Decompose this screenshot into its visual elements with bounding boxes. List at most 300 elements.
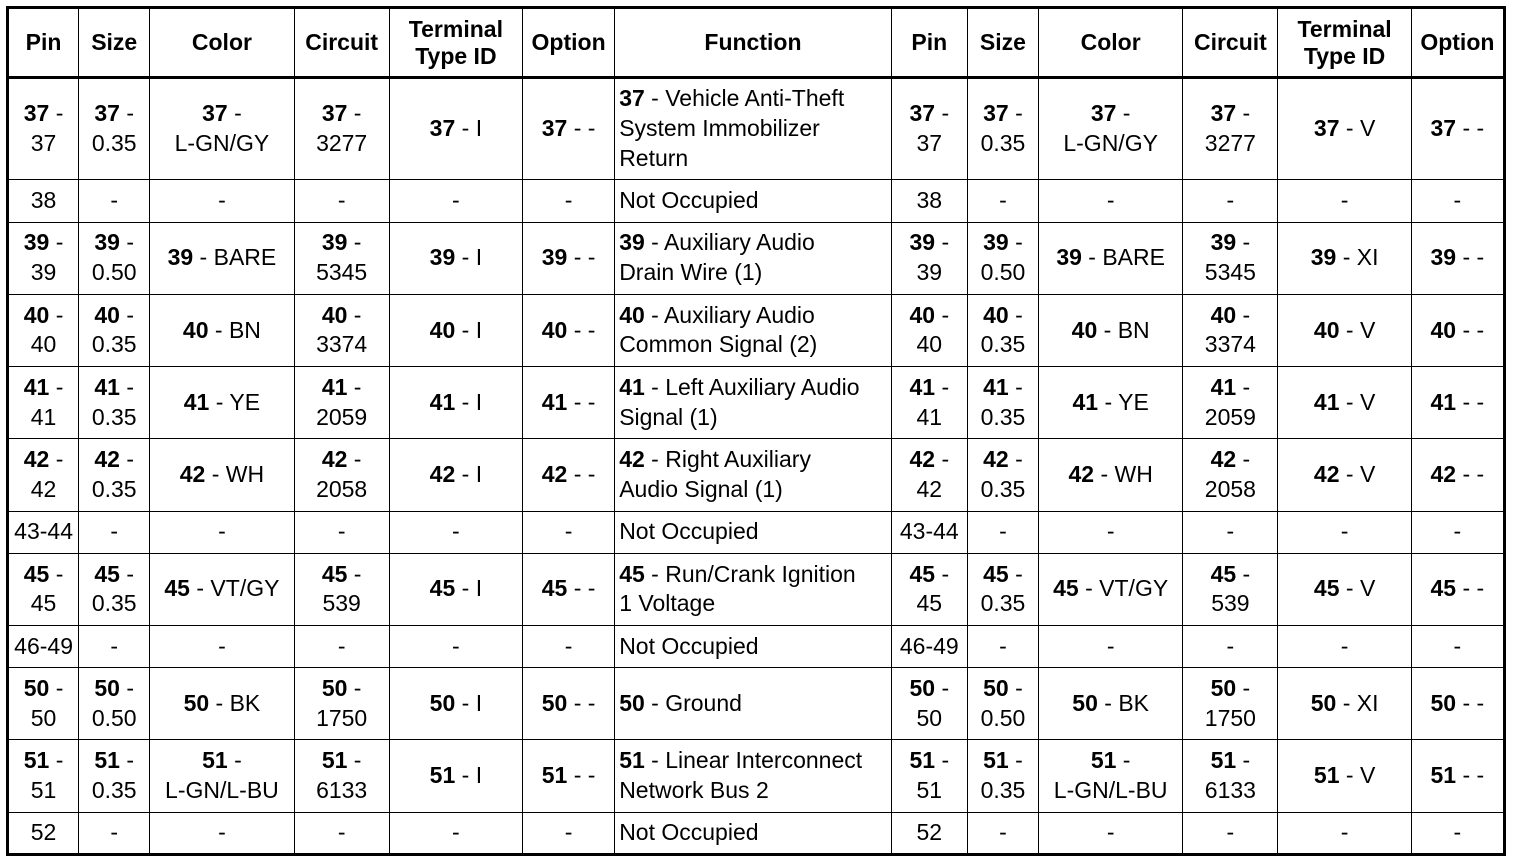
pin-number-prefix: 40 [182, 316, 209, 343]
cell-text: - I [455, 575, 483, 602]
cell-text: - Left Auxiliary Audio Signal (1) [619, 373, 860, 430]
table-header [8, 8, 1505, 78]
cell-text: - 0.35 [91, 446, 137, 502]
cell-text: Not Occupied [619, 518, 759, 545]
cell-text: - 37 [916, 100, 950, 157]
cell-text: - [1453, 632, 1462, 659]
cell-text: - 0.35 [91, 747, 137, 804]
pin-number-prefix: 45 [94, 560, 120, 587]
cell-text: - 2058 [316, 446, 368, 502]
cell-text: - V [1339, 461, 1376, 488]
pin-number-prefix: 40 [1430, 316, 1457, 343]
cell-size [79, 668, 150, 740]
cell-size-2 [967, 812, 1038, 854]
cell-pin [8, 439, 79, 511]
cell-text: - I [455, 762, 483, 789]
pin-number-prefix: 40 [23, 301, 50, 328]
cell-text: - [218, 187, 226, 214]
cell-text: - 0.50 [980, 674, 1026, 731]
pin-number-prefix: 39 [1310, 244, 1337, 271]
cell-size [79, 294, 150, 366]
cell-circuit [294, 78, 389, 180]
cell-option [523, 78, 615, 180]
pin-number-prefix: 50 [1430, 689, 1457, 716]
cell-text: - BARE [193, 244, 277, 271]
cell-option [523, 511, 615, 553]
cell-text: - Vehicle Anti-Theft System Immobilizer Return [619, 85, 845, 172]
cell-text: - 40 [916, 301, 950, 358]
cell-circuit-2 [1183, 511, 1278, 553]
cell-function [615, 367, 892, 439]
cell-text: - [452, 518, 460, 545]
pin-number-prefix: 40 [94, 301, 120, 328]
cell-text: - 37 [30, 100, 64, 157]
cell-text: - BN [1097, 316, 1150, 343]
table-body [8, 78, 1505, 855]
cell-text: 52 [916, 818, 943, 845]
cell-text: 52 [30, 818, 57, 845]
header-row [8, 8, 1505, 78]
cell-text: Not Occupied [619, 818, 759, 845]
cell-circuit [294, 668, 389, 740]
pin-number-prefix: 37 [983, 100, 1009, 127]
pin-number-prefix: 37 [202, 100, 228, 127]
cell-text: - [564, 632, 573, 659]
pin-number-prefix: 40 [983, 301, 1009, 328]
pin-number-prefix: 41 [1072, 388, 1099, 415]
cell-text: - YE [209, 388, 261, 415]
pin-number-prefix: 45 [164, 575, 190, 602]
cell-text: - [1226, 632, 1235, 659]
cell-text: - 42 [916, 446, 950, 502]
cell-circuit-2 [1183, 668, 1278, 740]
cell-size [79, 511, 150, 553]
cell-circuit [294, 294, 389, 366]
cell-text: - - [1456, 115, 1485, 142]
cell-text: - L-GN/L-BU [165, 747, 279, 804]
pin-number-prefix: 50 [1072, 689, 1098, 716]
cell-terminal-type-id [389, 78, 522, 180]
cell-text: - I [455, 244, 483, 271]
pin-number-prefix: 42 [1430, 461, 1457, 488]
cell-pin [8, 367, 79, 439]
table-row [8, 439, 1505, 511]
cell-pin [8, 626, 79, 668]
cell-color-2 [1039, 294, 1183, 366]
cell-pin-2 [891, 367, 967, 439]
cell-text: - [218, 632, 226, 659]
cell-text: - VT/GY [189, 575, 280, 602]
pin-number-prefix: 51 [983, 747, 1009, 774]
cell-text: - - [567, 244, 596, 271]
pin-number-prefix: 50 [909, 674, 936, 701]
cell-size-2 [967, 511, 1038, 553]
cell-terminal-type-id [389, 180, 522, 222]
cell-text: - [110, 632, 119, 659]
cell-text: - BK [209, 689, 261, 716]
cell-text: - [999, 518, 1007, 545]
cell-circuit-2 [1183, 812, 1278, 854]
cell-text: - 51 [916, 747, 950, 804]
pin-number-prefix: 39 [619, 229, 645, 256]
cell-text: - 3374 [1204, 301, 1256, 358]
cell-text: - Linear Interconnect Network Bus 2 [619, 747, 863, 804]
cell-text: - 41 [30, 373, 64, 430]
cell-function [615, 222, 892, 294]
header-color: Color [150, 8, 294, 78]
pin-number-prefix: 50 [619, 689, 645, 716]
header-terminal-type-id-2: Terminal Type ID [1278, 8, 1411, 78]
cell-text: - 6133 [316, 747, 368, 804]
cell-text: - 45 [916, 560, 950, 617]
cell-terminal-type-id-2 [1278, 367, 1411, 439]
cell-function [615, 668, 892, 740]
cell-text: - 0.35 [91, 373, 137, 430]
cell-text: - V [1339, 115, 1376, 142]
cell-text: - I [455, 316, 483, 343]
pin-number-prefix: 42 [23, 446, 50, 473]
pin-number-prefix: 40 [619, 301, 645, 328]
cell-color [150, 626, 294, 668]
cell-color [150, 812, 294, 854]
cell-function [615, 511, 892, 553]
cell-text: - Auxiliary Audio Common Signal (2) [619, 301, 818, 358]
cell-text: - BN [208, 316, 261, 343]
cell-text: - 51 [30, 747, 64, 804]
cell-option-2 [1411, 367, 1504, 439]
cell-text: 43-44 [14, 518, 73, 545]
cell-color-2 [1039, 626, 1183, 668]
pin-number-prefix: 37 [541, 115, 568, 142]
cell-text: - - [1456, 689, 1485, 716]
cell-text: - [452, 818, 460, 845]
header-size: Size [79, 8, 150, 78]
pin-number-prefix: 50 [1310, 689, 1337, 716]
cell-color-2 [1039, 367, 1183, 439]
table-row [8, 553, 1505, 625]
cell-function [615, 740, 892, 812]
cell-text: - 0.50 [980, 229, 1026, 286]
cell-text: - L-GN/GY [1063, 100, 1158, 157]
cell-terminal-type-id-2 [1278, 812, 1411, 854]
cell-option-2 [1411, 668, 1504, 740]
pin-number-prefix: 45 [983, 560, 1009, 587]
cell-pin [8, 222, 79, 294]
cell-text: - - [1456, 244, 1485, 271]
cell-terminal-type-id-2 [1278, 439, 1411, 511]
cell-circuit-2 [1183, 294, 1278, 366]
cell-text: 38 [30, 187, 57, 214]
cell-text: - [337, 187, 346, 214]
cell-text: - - [567, 575, 596, 602]
connector-pinout-table [6, 6, 1506, 856]
cell-text: - 0.35 [980, 747, 1026, 804]
cell-text: - V [1339, 762, 1376, 789]
pin-number-prefix: 41 [94, 373, 120, 400]
pin-number-prefix: 51 [1430, 762, 1457, 789]
cell-color [150, 740, 294, 812]
cell-color [150, 294, 294, 366]
pin-number-prefix: 45 [1430, 575, 1457, 602]
cell-color-2 [1039, 222, 1183, 294]
cell-pin-2 [891, 222, 967, 294]
pin-number-prefix: 45 [541, 575, 568, 602]
cell-text: - V [1339, 316, 1376, 343]
cell-terminal-type-id-2 [1278, 668, 1411, 740]
cell-text: - 0.50 [91, 229, 137, 286]
cell-text: - - [567, 115, 596, 142]
cell-text: - I [455, 115, 483, 142]
cell-text: - [1226, 818, 1235, 845]
pin-number-prefix: 41 [183, 388, 210, 415]
cell-text: - 0.35 [91, 100, 137, 157]
cell-option [523, 439, 615, 511]
cell-text: - 42 [30, 446, 64, 502]
pin-number-prefix: 40 [321, 301, 348, 328]
cell-text: - [1226, 187, 1235, 214]
cell-color-2 [1039, 668, 1183, 740]
cell-text: - 1750 [316, 674, 368, 731]
pin-number-prefix: 51 [909, 747, 936, 774]
table-row [8, 511, 1505, 553]
cell-pin [8, 553, 79, 625]
cell-function [615, 78, 892, 180]
cell-pin-2 [891, 668, 967, 740]
cell-size [79, 553, 150, 625]
pin-number-prefix: 42 [94, 446, 120, 473]
cell-color-2 [1039, 511, 1183, 553]
cell-text: - [337, 632, 346, 659]
cell-text: - WH [1094, 461, 1153, 488]
cell-terminal-type-id [389, 439, 522, 511]
table-row [8, 180, 1505, 222]
pin-number-prefix: 40 [1210, 301, 1237, 328]
header-color-2: Color [1039, 8, 1183, 78]
pin-number-prefix: 45 [619, 560, 645, 587]
pin-number-prefix: 40 [1313, 316, 1340, 343]
pin-number-prefix: 42 [429, 461, 456, 488]
pin-number-prefix: 50 [94, 674, 120, 701]
cell-terminal-type-id-2 [1278, 626, 1411, 668]
cell-text: - 0.35 [91, 560, 137, 617]
cell-size [79, 180, 150, 222]
cell-text: - - [567, 316, 596, 343]
cell-pin-2 [891, 812, 967, 854]
cell-text: - 40 [30, 301, 64, 358]
cell-circuit [294, 511, 389, 553]
cell-text: - 0.35 [980, 446, 1026, 502]
cell-text: - Right Auxiliary Audio Signal (1) [619, 446, 811, 502]
pin-number-prefix: 41 [909, 373, 936, 400]
pin-number-prefix: 37 [429, 115, 456, 142]
cell-text: - 3277 [316, 100, 368, 157]
cell-option [523, 812, 615, 854]
cell-text: 46-49 [14, 632, 73, 659]
cell-text: - 3374 [316, 301, 368, 358]
cell-circuit [294, 180, 389, 222]
pin-number-prefix: 50 [321, 674, 348, 701]
cell-option-2 [1411, 78, 1504, 180]
pin-number-prefix: 39 [1056, 244, 1082, 271]
cell-text: - [1106, 632, 1115, 659]
cell-text: - Auxiliary Audio Drain Wire (1) [619, 229, 815, 286]
header-pin: Pin [8, 8, 79, 78]
cell-text: - [999, 632, 1007, 659]
pin-number-prefix: 42 [909, 446, 936, 473]
table-row [8, 812, 1505, 854]
cell-option [523, 553, 615, 625]
pin-number-prefix: 40 [1071, 316, 1098, 343]
cell-pin-2 [891, 626, 967, 668]
cell-text: - [564, 518, 573, 545]
cell-text: - [564, 818, 573, 845]
cell-function [615, 553, 892, 625]
cell-circuit-2 [1183, 740, 1278, 812]
cell-text: - [1106, 518, 1115, 545]
pin-number-prefix: 50 [23, 674, 50, 701]
cell-circuit [294, 812, 389, 854]
cell-pin [8, 740, 79, 812]
cell-circuit [294, 626, 389, 668]
cell-circuit-2 [1183, 367, 1278, 439]
cell-text: - [564, 187, 573, 214]
cell-text: - V [1339, 388, 1376, 415]
table-row [8, 367, 1505, 439]
pin-number-prefix: 37 [1313, 115, 1340, 142]
cell-option [523, 626, 615, 668]
cell-text: - V [1339, 575, 1376, 602]
pin-number-prefix: 45 [429, 575, 456, 602]
cell-text: - 50 [916, 674, 950, 731]
pin-number-prefix: 41 [23, 373, 50, 400]
pin-number-prefix: 42 [179, 461, 206, 488]
cell-option [523, 294, 615, 366]
pin-number-prefix: 39 [94, 229, 120, 256]
pin-number-prefix: 40 [429, 316, 456, 343]
cell-text: - 0.35 [980, 100, 1026, 157]
cell-text: - [110, 818, 119, 845]
cell-text: - [452, 187, 460, 214]
cell-text: 43-44 [899, 518, 959, 545]
cell-text: - 539 [1211, 560, 1251, 617]
cell-terminal-type-id [389, 812, 522, 854]
cell-text: - [1453, 187, 1462, 214]
pin-number-prefix: 42 [983, 446, 1009, 473]
cell-terminal-type-id [389, 367, 522, 439]
cell-size-2 [967, 553, 1038, 625]
header-function: Function [615, 8, 892, 78]
pin-number-prefix: 41 [321, 373, 348, 400]
cell-color [150, 367, 294, 439]
cell-text: - 45 [30, 560, 64, 617]
cell-text: - [1453, 518, 1462, 545]
cell-circuit-2 [1183, 180, 1278, 222]
cell-size [79, 626, 150, 668]
cell-text: - - [1456, 388, 1485, 415]
cell-text: - 1750 [1204, 674, 1256, 731]
pin-number-prefix: 39 [1210, 229, 1237, 256]
cell-option-2 [1411, 294, 1504, 366]
cell-text: - 0.50 [91, 674, 137, 731]
cell-size-2 [967, 294, 1038, 366]
cell-circuit-2 [1183, 553, 1278, 625]
cell-terminal-type-id [389, 222, 522, 294]
cell-color [150, 222, 294, 294]
cell-size-2 [967, 367, 1038, 439]
pin-number-prefix: 39 [429, 244, 456, 271]
table-row [8, 78, 1505, 180]
pin-number-prefix: 41 [1210, 373, 1237, 400]
cell-terminal-type-id [389, 294, 522, 366]
cell-terminal-type-id-2 [1278, 511, 1411, 553]
cell-text: - [1340, 518, 1349, 545]
table-row [8, 668, 1505, 740]
cell-text: Not Occupied [619, 632, 759, 659]
cell-text: - 2059 [1204, 373, 1256, 430]
cell-circuit [294, 222, 389, 294]
cell-text: - VT/GY [1078, 575, 1169, 602]
cell-text: - I [455, 388, 483, 415]
cell-function [615, 439, 892, 511]
cell-circuit [294, 439, 389, 511]
pin-number-prefix: 51 [1313, 762, 1340, 789]
cell-circuit-2 [1183, 222, 1278, 294]
pin-number-prefix: 45 [1053, 575, 1079, 602]
pin-number-prefix: 50 [983, 674, 1009, 701]
pin-number-prefix: 51 [429, 762, 456, 789]
pin-number-prefix: 50 [541, 689, 568, 716]
cell-pin [8, 294, 79, 366]
pin-number-prefix: 41 [429, 388, 456, 415]
cell-text: - 39 [30, 229, 64, 286]
cell-text: - 39 [916, 229, 950, 286]
cell-text: - [110, 187, 119, 214]
table-row [8, 294, 1505, 366]
cell-circuit [294, 553, 389, 625]
cell-size-2 [967, 740, 1038, 812]
cell-color [150, 180, 294, 222]
pin-number-prefix: 37 [1090, 100, 1117, 127]
cell-text: - - [567, 388, 596, 415]
pin-number-prefix: 39 [541, 244, 568, 271]
cell-text: - [110, 518, 119, 545]
pin-number-prefix: 51 [202, 747, 228, 774]
cell-color-2 [1039, 78, 1183, 180]
cell-circuit [294, 740, 389, 812]
cell-text: - WH [205, 461, 265, 488]
cell-function [615, 294, 892, 366]
cell-text: - 6133 [1204, 747, 1256, 804]
cell-circuit-2 [1183, 626, 1278, 668]
cell-terminal-type-id [389, 511, 522, 553]
cell-text: - [1340, 632, 1349, 659]
cell-color-2 [1039, 439, 1183, 511]
cell-text: - 3277 [1204, 100, 1256, 157]
pin-number-prefix: 39 [321, 229, 348, 256]
cell-function [615, 812, 892, 854]
cell-text: - [337, 818, 346, 845]
cell-size [79, 439, 150, 511]
pin-number-prefix: 39 [983, 229, 1009, 256]
cell-text: - 2058 [1204, 446, 1256, 502]
cell-terminal-type-id-2 [1278, 222, 1411, 294]
cell-text: - I [455, 461, 483, 488]
pin-number-prefix: 50 [1210, 674, 1237, 701]
cell-terminal-type-id-2 [1278, 294, 1411, 366]
cell-text: - 41 [916, 373, 950, 430]
pin-number-prefix: 42 [321, 446, 348, 473]
cell-size-2 [967, 180, 1038, 222]
